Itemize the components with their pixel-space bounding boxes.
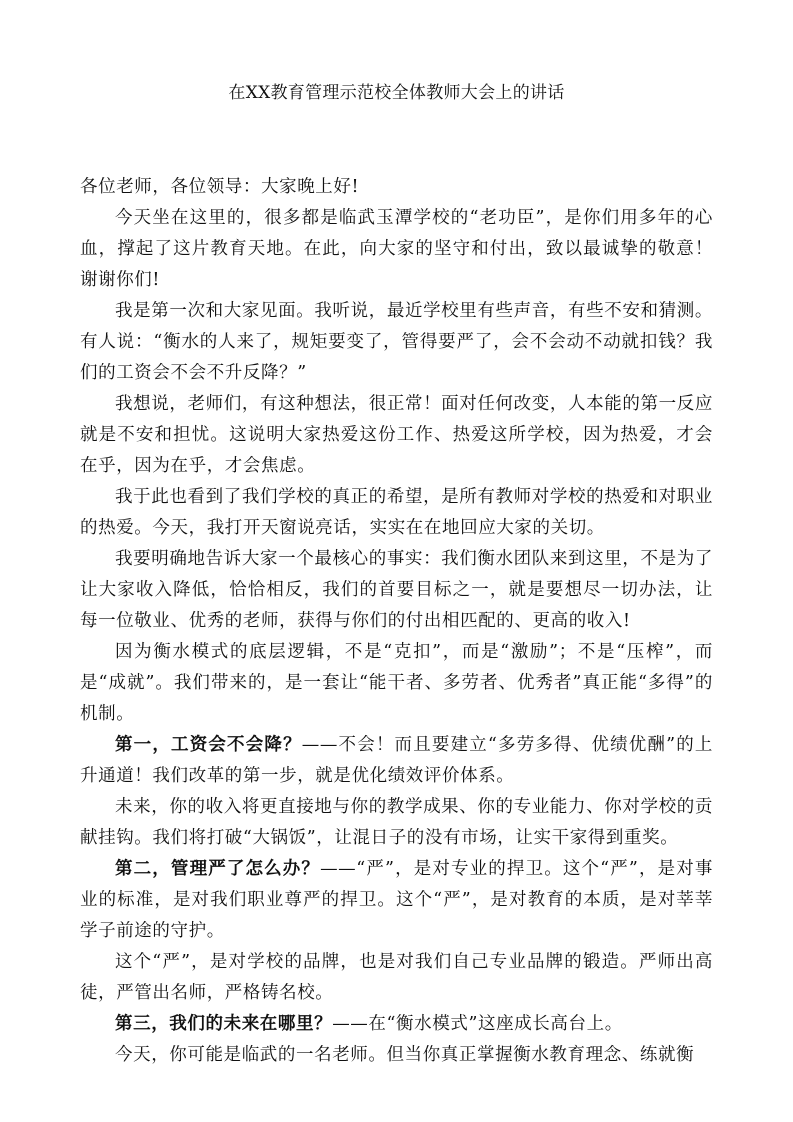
document-page bbox=[80, 78, 713, 1071]
paragraph-text: 因为衡水模式的底层逻辑，不是“克扣”，而是“激励”；不是“压榨”，而是“成就”。我们带来的，是一套让“能干者、多劳者、优秀者”真正能“多得”的机制。 bbox=[80, 642, 713, 724]
paragraph-7 bbox=[80, 730, 713, 792]
paragraph-text: 我想说，老师们，有这种想法，很正常！面对任何改变，人本能的第一反应就是不安和担忧。这说明大家热爱这份工作、热爱这所学校，因为热爱，才会在乎，因为在乎，才会焦虑。 bbox=[80, 394, 713, 476]
paragraph-12 bbox=[80, 1040, 713, 1071]
paragraph-text: 我于此也看到了我们学校的真正的希望，是所有教师对学校的热爱和对职业的热爱。今天，我打开天窗说亮话，实实在在地回应大家的关切。 bbox=[80, 487, 713, 538]
paragraph-lead: 第二，管理严了怎么办？ bbox=[115, 859, 321, 879]
paragraph-text: 未来，你的收入将更直接地与你的教学成果、你的专业能力、你对学校的贡献挂钩。我们将打破“大锅饭”，让混日子的没有市场，让实干家得到重奖。 bbox=[80, 797, 713, 848]
paragraph-11 bbox=[80, 1009, 713, 1040]
paragraph-4 bbox=[80, 482, 713, 544]
paragraph-text: 今天，你可能是临武的一名老师。但当你真正掌握衡水教育理念、练就衡 bbox=[115, 1045, 695, 1065]
document-title: 在XX教育管理示范校全体教师大会上的讲话 bbox=[228, 83, 565, 103]
paragraph-5 bbox=[80, 544, 713, 637]
paragraph-9 bbox=[80, 854, 713, 947]
paragraph-text: ——在“衡水模式”这座成长高台上。 bbox=[332, 1014, 623, 1034]
paragraph-lead: 第一，工资会不会降？ bbox=[115, 735, 302, 755]
paragraph-text: 我要明确地告诉大家一个最核心的事实：我们衡水团队来到这里，不是为了让大家收入降低，恰恰相反，我们的首要目标之一，就是要想尽一切办法，让每一位敬业、优秀的老师，获得与你们的付出相匹配的、更高的收入! bbox=[80, 549, 713, 631]
paragraph-2 bbox=[80, 296, 713, 389]
paragraph-text: 我是第一次和大家见面。我听说，最近学校里有些声音，有些不安和猜测。有人说：“衡水的人来了，规矩要变了，管得要严了，会不会动不动就扣钱？我们的工资会不会不升反降？” bbox=[80, 301, 713, 383]
paragraph-6 bbox=[80, 637, 713, 730]
paragraph-text: 今天坐在这里的，很多都是临武玉潭学校的“老功臣”，是你们用多年的心血，撑起了这片教育天地。在此，向大家的坚守和付出，致以最诚挚的敬意！谢谢你们! bbox=[80, 208, 713, 290]
greeting: 各位老师，各位领导：大家晚上好! bbox=[80, 177, 360, 197]
paragraph-text: ——不会！而且要建立“多劳多得、优绩优酬”的上升通道！我们改革的第一步，就是优化绩效评价体系。 bbox=[80, 735, 713, 786]
paragraph-text: 这个“严”，是对学校的品牌，也是对我们自己专业品牌的锻造。严师出高徒，严管出名师，严格铸名校。 bbox=[80, 952, 713, 1003]
paragraph-text: ——“严”，是对专业的捍卫。这个“严”，是对事业的标准，是对我们职业尊严的捍卫。这个“严”，是对教育的本质，是对莘莘学子前途的守护。 bbox=[80, 859, 713, 941]
paragraph-1 bbox=[80, 203, 713, 296]
paragraph-8 bbox=[80, 792, 713, 854]
paragraph-lead: 第三，我们的未来在哪里？ bbox=[115, 1014, 333, 1034]
paragraph-10 bbox=[80, 947, 713, 1009]
paragraph-3 bbox=[80, 389, 713, 482]
